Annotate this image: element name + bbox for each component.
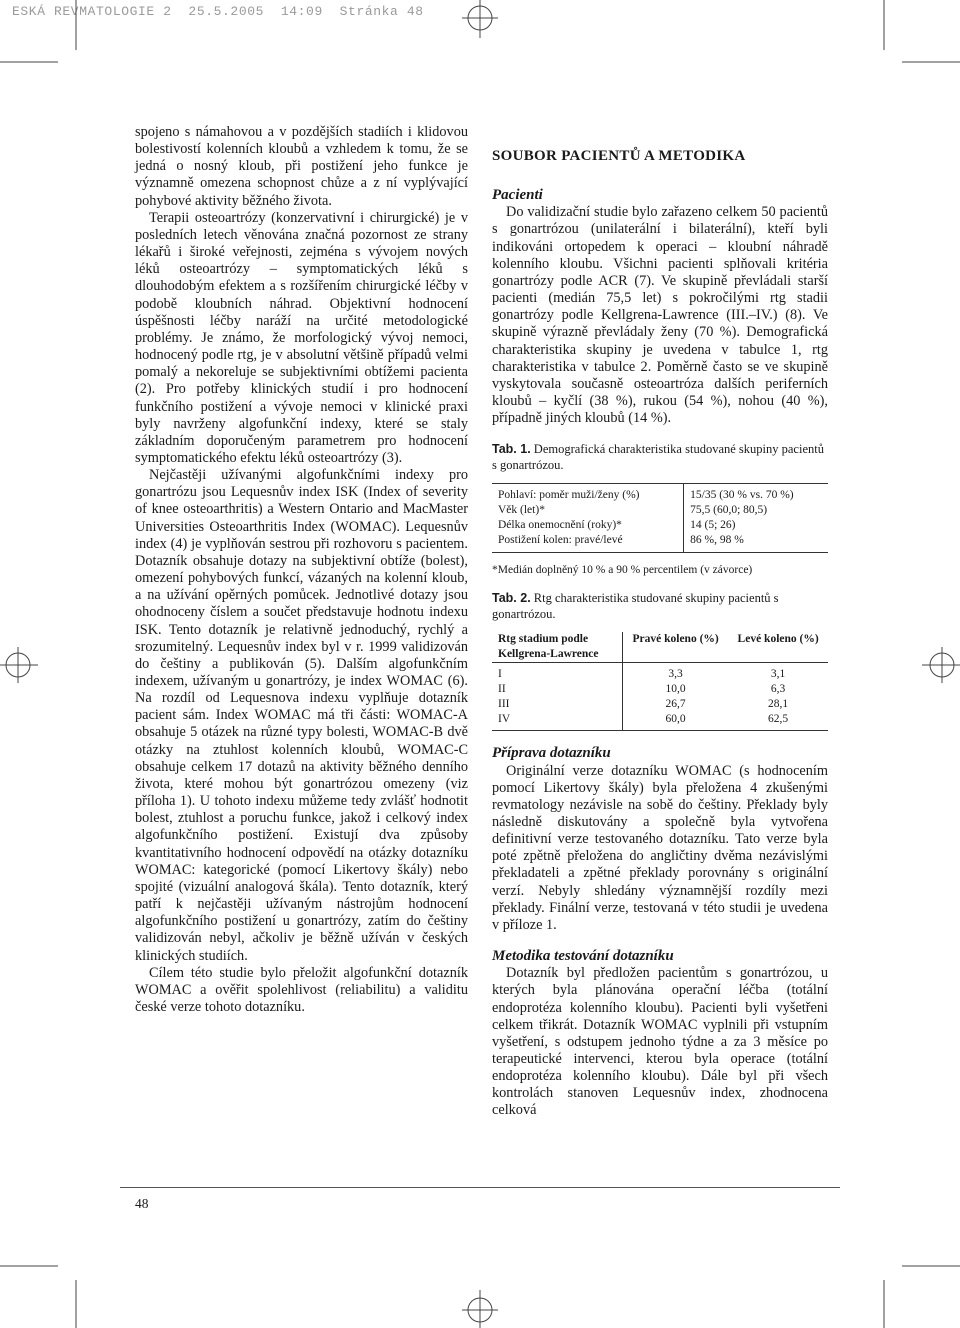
table-row xyxy=(492,484,828,504)
paragraph: spojeno s námahovou a v pozdějších stadiích i klidovou bolestivostí kolenních kloubů a vzhledem k tomu, že se jedná o nosný kloub, při postižení jeho funkce je významně omezena schopnost chůze a z ní vyplývající pohybové aktivity běžného života. xyxy=(135,124,468,209)
right-knee-cell: 3,3 xyxy=(623,663,729,683)
table-row xyxy=(492,533,828,553)
xray-table xyxy=(492,632,828,731)
row-label: Pohlaví: poměr muži/ženy (%) xyxy=(498,489,640,502)
row-label: Délka onemocnění (roky)* xyxy=(498,519,622,532)
row-value: 14 (5; 26) xyxy=(684,518,828,533)
table-row xyxy=(492,503,828,518)
table-footnote: *Medián doplněný 10 % a 90 % percentilem (v závorce) xyxy=(492,564,753,577)
left-knee-cell: 28,1 xyxy=(768,698,789,711)
table-caption-text: Demografická charakteristika studované skupiny pacientů s gonartrózou. xyxy=(492,442,824,473)
subsection-heading: Metodika testování dotazníku xyxy=(492,948,674,965)
left-text-column xyxy=(135,124,468,1016)
row-label: Věk (let)* xyxy=(498,504,545,517)
running-header: ESKÁ REVMATOLOGIE 2 25.5.2005 14:09 Stránka 48 xyxy=(12,4,424,19)
table-label: Tab. 2. xyxy=(492,591,531,606)
subsection-heading: Příprava dotazníku xyxy=(492,745,611,762)
paragraph: Dotazník byl předložen pacientům s gonartrózou, u kterých byla plánována operační léčba (totální endoprotéza kolenního kloubu). Pacienti byli vyšetřeni celkem třikrát. Dotazník WOMAC vyplnili při vstupním vyšetření, s odstupem jednoho týdne a za 3 měsíce po terapeutické intervenci, kterou byla operace (totální endoprotéza kolenního kloubu). Dále byl při všech kontrolách stanoven Lequesnův index, zhodnocena celková xyxy=(492,965,828,1119)
paragraph: Nejčastěji užívanými algofunkčními indexy pro gonartrózu jsou Lequesnův index ISK (Index of severity of knee osteoarthritis) a Western Ontario and MacMaster Universities Osteoarthritis Index (WOMAC). Lequesnův index (4) je vyplňován sestrou při rozhovoru s pacientem. Dotazník obsahuje dotazy na subjektivní obtíže (bolest), omezení pohybových funkcí, vázaných na kolenní kloub, a na užívání opěrných pomůcek. Jednotlivé dotazy jsou ohodnoceny číslem a součet představuje hodnotu indexu ISK. Tento dotazník je relativně jednoduchý, rychlý a srozumitelný. Lequesnův index byl v r. 1999 validizován do češtiny a publikován (5). Dalším algofunkčním indexem, užívaným u gonartrózy, je index WOMAC (6). Na rozdíl od Lequesnova indexu vyplňuje dotazník pacient sám. Index WOMAC má tři části: WOMAC-A obsahuje 5 otázek na různé typy bolesti, WOMAC-B dvě otázky na ztuhlost kolenních kloubů, WOMAC-C obsahuje celkem 17 dotazů na aktivity běžného denního života, které mohou být gonartrózou omezeny (viz příloha 1). U tohoto indexu můžeme tedy zvlášť hodnotit bolest, ztuhlost a poruchu funkce, jakož i celkový index algofunkčního postižení. Existují dva způsoby kvantitativního hodnocení odpovědí na otázky dotazníku WOMAC: kategorické (pomocí Likertovy škály) nebo spojité (vizuální analogová škála). Tento dotazník, který patří k nejčastěji užívaným nástrojům hodnocení algofunkčního postižení u gonartrózy, zatím do češtiny validizován nebyl, ačkoliv je běžně užíván v českých klinických studiích. xyxy=(135,467,468,964)
table-caption-text: Rtg charakteristika studované skupiny pacientů s gonartrózou. xyxy=(492,591,779,622)
left-knee-cell: 3,1 xyxy=(770,668,786,681)
table-row xyxy=(492,712,828,731)
paragraph: Do validizační studie bylo zařazeno celkem 50 pacientů s gonartrózou (unilaterální i bilaterální), kteří byli indikováni ortopedem k operaci – kloubní náhradě kolenního kloubu. Všichni pacienti splňovali kritéria gonartrózy podle ACR (7). Ve skupině převládali starší pacienti (medián 75,5 let) s pokročilými rtg stadii gonartrózy podle Kellgrena-Lawrence (III.–IV.) (8). Ve skupině výrazně převládaly ženy (70 %). Demografická charakteristika skupiny je uvedena v tabulce 1, rtg charakteristika v tabulce 2. Poměrně často se ve skupině vyskytovala současně osteoartróza dalších periferních kloubů – kyčlí (38 %), rukou (54 %), nohou (40 %), případně jiných kloubů (14 %). xyxy=(492,204,828,427)
stage-cell: II xyxy=(498,683,506,696)
table-row xyxy=(492,663,828,683)
stage-cell: I xyxy=(498,668,502,681)
right-knee-cell: 60,0 xyxy=(623,712,729,731)
row-value: 86 %, 98 % xyxy=(684,533,828,553)
table-header-row xyxy=(492,632,828,663)
row-value: 15/35 (30 % vs. 70 %) xyxy=(684,484,828,504)
subsection-heading: Pacienti xyxy=(492,187,543,204)
stage-cell: III xyxy=(498,698,510,711)
table-caption xyxy=(492,441,828,473)
column-header: Rtg stadium podle Kellgrena-Lawrence xyxy=(492,632,623,663)
page-number: 48 xyxy=(135,1196,149,1211)
column-header: Levé koleno (%) xyxy=(728,632,828,663)
paragraph: Terapii osteoartrózy (konzervativní i chirurgické) je v posledních letech věnována značná pozornost ze strany lékařů i široké veřejnosti, zejména s vývojem nových léků osteoartrózy – symptomatických léků s dlouhodobým efektem a s rozšířením chirurgické léčby v podobě kloubních náhrad. Objektivní hodnocení úspěšnosti léčby naráží na určité metodologické problémy. Je známo, že morfologický vývoj nemoci, hodnocený podle rtg, je v absolutní většině případů velmi pomalý a nekoreluje se subjektivními obtížemi pacienta (2). Pro potřeby klinických studií i pro hodnocení funkčního postižení a vývoje nemoci v klinické praxi byly navrženy algofunkční indexy, které se staly základním doporučeným parametrem pro hodnocení symptomatického efektu léků osteoartrózy (3). xyxy=(135,209,468,466)
paragraph: Cílem této studie bylo přeložit algofunkční dotazník WOMAC a ověřit spolehlivost (reliabilitu) a validitu české verze tohoto dotazníku. xyxy=(135,964,468,1015)
demographics-table xyxy=(492,483,828,553)
table-caption xyxy=(492,590,828,622)
column-header: Pravé koleno (%) xyxy=(623,632,729,663)
right-knee-cell: 10,0 xyxy=(623,682,729,697)
table-row xyxy=(492,682,828,697)
left-knee-cell: 62,5 xyxy=(728,712,828,731)
paragraph: Originální verze dotazníku WOMAC (s hodnocením pomocí Likertovy škály) byla přeložena 4 zkušenými revmatology nezávisle na sobě do češtiny. Překlady byly následně diskutovány a společně byla vytvořena definitivní verze testovaného dotazníku. Tato verze byla poté zpětně přeložena do angličtiny dvěma nezávislými překladateli a zpětné překlady porovnány s originální verzí. Nebyly shledány významnější rozdíly mezi překlady. Finální verze, testovaná v této studii je uvedena v příloze 1. xyxy=(492,762,828,933)
stage-cell: IV xyxy=(492,712,623,731)
row-label: Postižení kolen: pravé/levé xyxy=(498,534,623,547)
left-knee-cell: 6,3 xyxy=(770,683,786,696)
right-knee-cell: 26,7 xyxy=(623,697,729,712)
row-value: 75,5 (60,0; 80,5) xyxy=(684,503,828,518)
section-title: SOUBOR PACIENTŮ A METODIKA xyxy=(492,148,746,164)
right-text-column xyxy=(492,140,828,1120)
table-row xyxy=(492,518,828,533)
table-label: Tab. 1. xyxy=(492,442,531,457)
footer-rule xyxy=(120,1187,840,1188)
table-row xyxy=(492,697,828,712)
